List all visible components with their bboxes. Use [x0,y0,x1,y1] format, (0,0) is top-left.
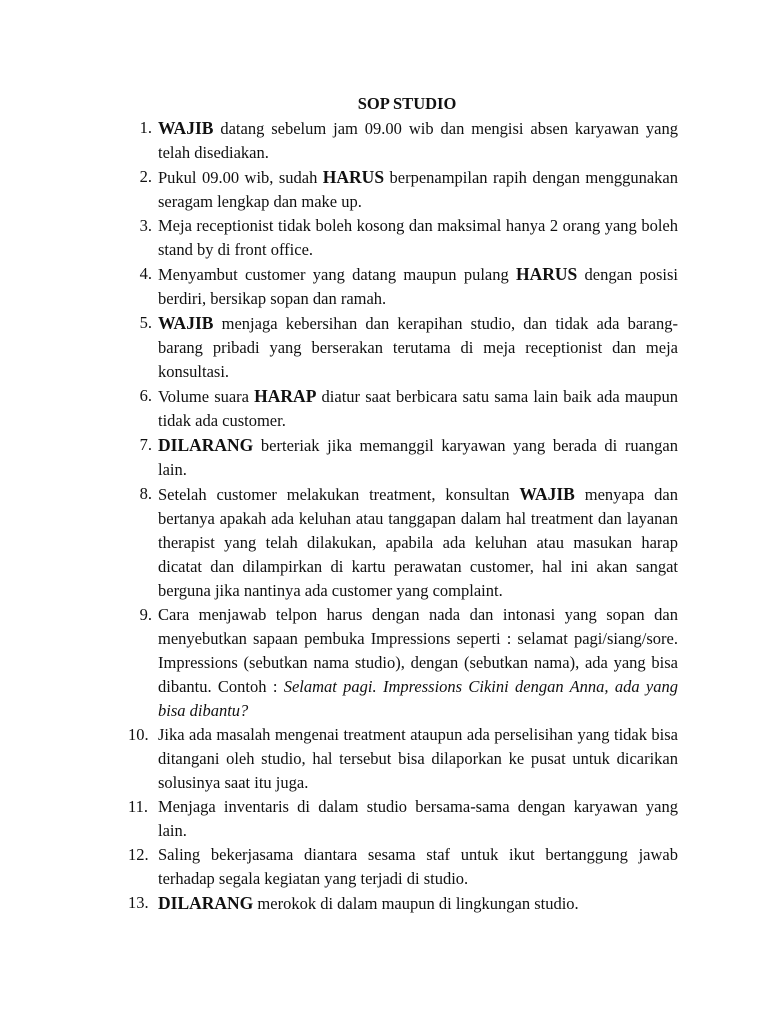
list-item [132,311,678,384]
list-item-number: 2. [139,167,152,186]
text-segment: berpenampilan rapih dengan menggunakan seragam lengkap dan make up. [158,168,678,211]
list-item-number: 3. [139,216,152,235]
list-item-number: 6. [139,386,152,405]
text-segment: Pukul 09.00 wib, sudah [158,168,323,187]
list-item-text [158,845,678,888]
list-item-number: 11. [128,797,149,816]
list-item-number: 4. [139,264,152,283]
list-item-text [158,265,678,308]
list-item [132,165,678,214]
list-item-text [158,725,678,792]
list-item-number: 8. [139,484,152,503]
list-item-number: 5. [139,313,152,332]
emphasis-keyword: HARUS [322,167,385,187]
text-segment: merokok di dalam maupun di lingkungan studio. [253,894,579,913]
text-segment: Jika ada masalah mengenai treatment ataupun ada perselisihan yang tidak bisa ditangani oleh studio, hal tersebut bisa dilaporkan ke pusat untuk dicarikan solusinya saat itu juga. [158,725,678,792]
text-segment: diatur saat berbicara satu sama lain baik ada maupun tidak ada customer. [158,387,679,430]
list-item [132,603,678,723]
text-segment: Menjaga inventaris di dalam studio bersama-sama dengan karyawan yang lain. [158,797,678,840]
list-item [128,891,678,916]
list-item-text [158,894,579,913]
list-item [128,843,678,891]
text-segment: Setelah customer melakukan treatment, konsultan [158,485,520,504]
text-segment: Menyambut customer yang datang maupun pulang [158,265,517,284]
list-item-text [158,797,678,840]
emphasis-keyword: HARUS [516,264,578,284]
text-segment: dengan posisi berdiri, bersikap sopan dan ramah. [158,265,678,308]
list-item-text [158,216,678,259]
emphasis-keyword: HARAP [254,386,317,406]
list-item [128,723,678,795]
text-segment: datang sebelum jam 09.00 wib dan mengisi absen karyawan yang telah disediakan. [158,119,678,162]
list-item-text [158,436,678,479]
emphasis-keyword: WAJIB [158,313,214,333]
emphasis-keyword: DILARANG [158,435,254,455]
text-segment: menjaga kebersihan dan kerapihan studio, dan tidak ada barang-barang pribadi yang berserakan terutama di meja receptionist dan meja konsultasi. [158,314,678,381]
list-item-text [158,119,678,162]
example-phrase: Selamat pagi. Impressions Cikini dengan Anna, ada yang bisa dibantu? [158,677,678,720]
text-segment: Cara menjawab telpon harus dengan nada dan intonasi yang sopan dan menyebutkan sapaan pembuka Impressions seperti : selamat pagi/siang/sore. Impressions (sebutkan nama studio), dengan (sebutkan nama), ada yang bisa dibantu. Contoh : [158,605,678,696]
list-item [128,795,678,843]
list-item [132,384,678,433]
list-item-number: 1. [139,118,152,137]
list-item [132,262,678,311]
text-segment: menyapa dan bertanya apakah ada keluhan atau tanggapan dalam hal treatment dan layanan therapist yang telah dilakukan, apabila ada keluhan atau masukan harap dicatat dan dilampirkan di kartu perawatan customer, hal ini akan sangat berguna jika nantinya ada customer yang complaint. [158,485,678,600]
list-item-text [158,387,678,430]
list-item-text [158,485,678,600]
emphasis-keyword: DILARANG [158,893,254,913]
emphasis-keyword: WAJIB [519,484,575,504]
list-item-number: 12. [128,845,149,864]
list-item-number: 13. [128,893,149,912]
list-item [132,214,678,262]
list-item [132,433,678,482]
list-item-text [158,314,678,381]
document-title: SOP STUDIO [357,94,457,113]
text-segment: Meja receptionist tidak boleh kosong dan maksimal hanya 2 orang yang boleh stand by di front office. [158,216,678,259]
list-item-number: 10. [128,725,149,744]
text-segment: berteriak jika memanggil karyawan yang berada di ruangan lain. [158,436,678,479]
text-segment: Volume suara [158,387,255,406]
list-item [132,116,678,165]
text-segment: Saling bekerjasama diantara sesama staf untuk ikut bertanggung jawab terhadap segala kegiatan yang terjadi di studio. [158,845,678,888]
list-item-text [158,168,678,211]
list-item [132,482,678,603]
emphasis-keyword: WAJIB [158,118,214,138]
list-item-number: 9. [139,605,152,624]
list-item-text [158,605,678,720]
sop-list [128,116,679,916]
list-item-number: 7. [139,435,152,454]
